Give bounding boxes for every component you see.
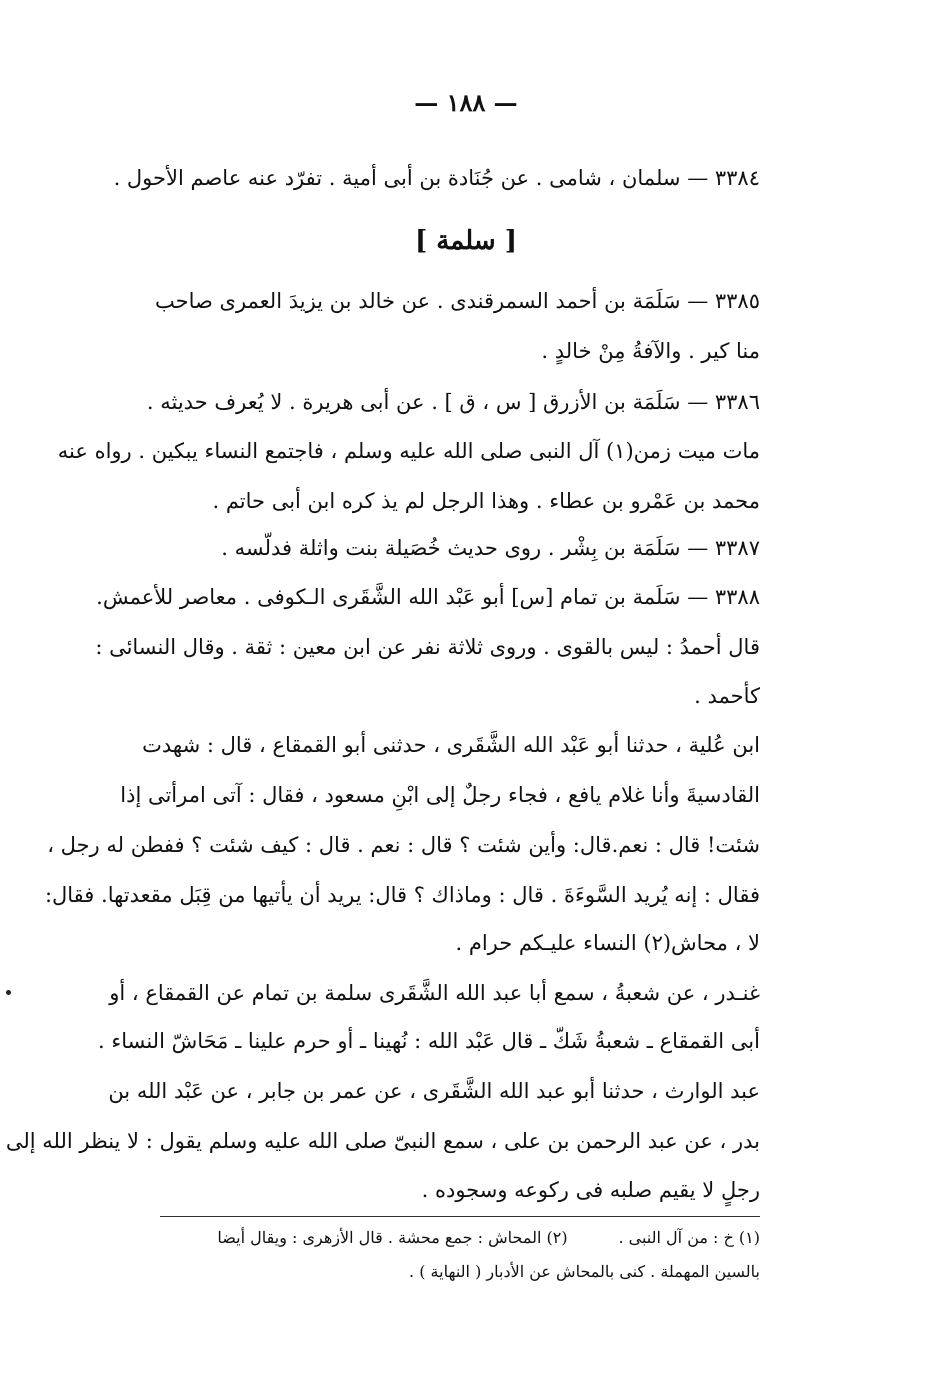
entry-line: ابن عُلية ، حدثنا أبو عَبْد الله الشَّقَرى ، حدثنى أبو القمقاع ، قال : شهدت (142, 733, 760, 757)
entry-line: ٣٣٨٨ — سَلَمة بن تمام [س] أبو عَبْد الله الشَّقَرى الـكوفى . معاصر للأعمش. (96, 585, 760, 609)
footnote-line: بالسين المهملة . كنى بالمحاش عن الأدبار ( النهاية ) . (409, 1262, 760, 1281)
entry-line: بدر ، عن عبد الرحمن بن على ، سمع النبىّ صلى الله عليه وسلم يقول : لا ينظر الله إلى (5, 1129, 760, 1153)
entry-line: لا ، محاش(٢) النساء عليـكم حرام . (455, 931, 760, 955)
entry-line: ٣٣٨٤ — سلمان ، شامى . عن جُنَادة بن أبى أمية . تفرّد عنه عاصم الأحول . (113, 166, 760, 190)
entry-line: مات ميت زمن(١) آل النبى صلى الله عليه وسلم ، فاجتمع النساء يبكين . رواه عنه (57, 439, 760, 463)
entry-line: أبى القمقاع ـ شعبةُ شَكّ ـ قال عَبْد الله : نُهينا ـ أو حرم علينا ـ مَحَاشّ النساء . (97, 1029, 760, 1053)
entry-line: ٣٣٨٥ — سَلَمَة بن أحمد السمرقندى . عن خالد بن يزيدَ العمرى صاحب (155, 289, 760, 313)
entry-line: ٣٣٨٦ — سَلَمَة بن الأزرق [ س ، ق ] . عن أبى هريرة . لا يُعرف حديثه . (146, 390, 760, 414)
footnote-line: (١) خ : من آل النبى . (٢) المحاش : جمع محشة . قال الأزهرى : ويقال أيضا (217, 1228, 760, 1247)
entry-line: رجلٍ لا يقيم صلبه فى ركوعه وسجوده . (421, 1178, 760, 1202)
entry-line: عبد الوارث ، حدثنا أبو عبد الله الشَّقَرى ، عن عمر بن جابر ، عن عَبْد الله بن (108, 1079, 760, 1103)
entry-line: غنـدر ، عن شعبةُ ، سمع أبا عبد الله الشَّقَرى سلمة بن تمام عن القمقاع ، أو (109, 981, 760, 1005)
entry-line: محمد بن عَمْرو بن عطاء . وهذا الرجل لم يذ كره ابن أبى حاتم . (212, 489, 760, 513)
entry-line: قال أحمدُ : ليس بالقوى . وروى ثلاثة نفر عن ابن معين : ثقة . وقال النسائى : (95, 635, 760, 659)
page-number: — ١٨٨ — (414, 88, 518, 117)
entry-line: فقال : إنه يُريد السَّوءَةَ . قال : وماذاك ؟ قال: يريد أن يأتيها من قِبَل مقعدتها. فقال: (44, 883, 760, 907)
entry-line: ٣٣٨٧ — سَلَمَة بن بِشْر . روى حديث خُصَيلة بنت واثلة فدلّسه . (221, 536, 760, 560)
entry-line: كأحمد . (694, 684, 760, 708)
margin-mark (6, 990, 11, 995)
footnote-divider (160, 1216, 760, 1217)
entry-line: القادسيةَ وأنا غلام يافع ، فجاء رجلٌ إلى ابْنِ مسعود ، فقال : آتى امرأتى إذا (120, 783, 760, 807)
section-heading: [ سلمة ] (414, 226, 518, 256)
entry-line: شئت! قال : نعم.قال: وأين شئت ؟ قال : نعم . قال : كيف شئت ؟ ففطن له رجل ، (47, 833, 760, 857)
entry-line: منا كير . والآفةُ مِنْ خالدٍ . (541, 339, 760, 363)
